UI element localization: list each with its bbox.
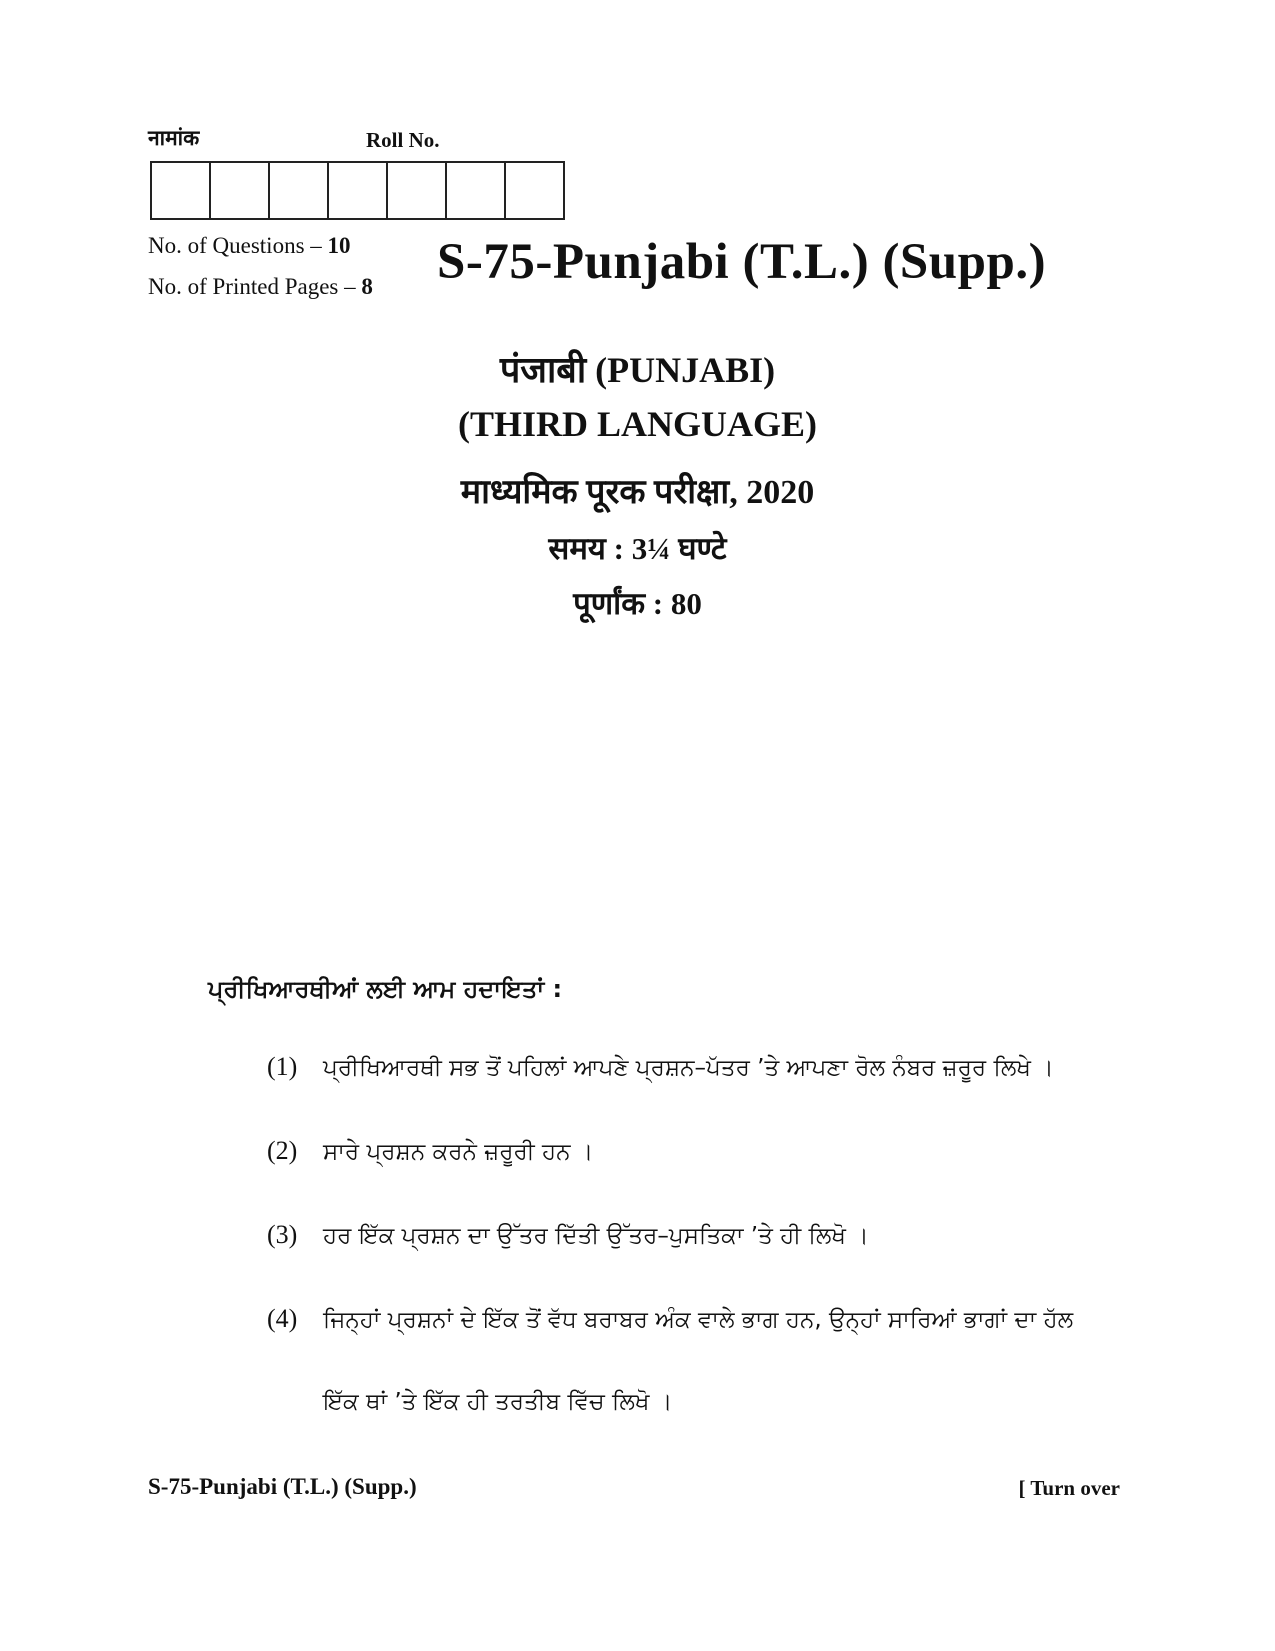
roll-number-box[interactable] (447, 161, 506, 220)
instruction-text-continued: ਇੱਕ ਥਾਂ ’ਤੇ ਇੱਕ ਹੀ ਤਰਤੀਬ ਵਿੱਚ ਲਿਖੋ । (323, 1389, 673, 1415)
instruction-text: ਹਰ ਇੱਕ ਪ੍ਰਸ਼ਨ ਦਾ ਉੱਤਰ ਦਿੱਤੀ ਉੱਤਰ–ਪੁਸਤਿਕਾ ’ਤੇ ਹੀ ਲਿਖੋ । (323, 1223, 869, 1249)
footer-paper-code: S-75-Punjabi (T.L.) (Supp.) (148, 1474, 417, 1499)
questions-count-value: 10 (327, 233, 351, 258)
roll-number-box[interactable] (388, 161, 447, 220)
roll-number-label: Roll No. (366, 128, 440, 152)
printed-pages-value: 8 (361, 274, 373, 299)
instruction-item (267, 1220, 869, 1250)
subject-title: पंजाबी (PUNJABI) (499, 350, 776, 390)
instruction-text: ਸਾਰੇ ਪ੍ਰਸ਼ਨ ਕਰਨੇ ਜ਼ਰੂਰੀ ਹਨ । (323, 1139, 594, 1165)
paper-code-title: S-75-Punjabi (T.L.) (Supp.) (437, 234, 1047, 290)
instruction-number: (3) (267, 1220, 298, 1249)
roll-number-box[interactable] (152, 161, 211, 220)
instruction-item (267, 1136, 593, 1166)
language-title: (THIRD LANGUAGE) (457, 404, 817, 444)
instruction-item (267, 1304, 1073, 1334)
instruction-item (267, 1052, 1054, 1082)
roll-number-box[interactable] (506, 161, 565, 220)
instruction-text: ਪ੍ਰੀਖਿਆਰਥੀ ਸਭ ਤੋਂ ਪਹਿਲਾਂ ਆਪਣੇ ਪ੍ਰਸ਼ਨ–ਪੱਤਰ ’ਤੇ ਆਪਣਾ ਰੋਲ ਨੰਬਰ ਜ਼ਰੂਰ ਲਿਖੇ । (323, 1055, 1054, 1081)
maximum-marks: पूर्णांक : 80 (573, 586, 702, 621)
instruction-number: (4) (267, 1304, 298, 1333)
exam-title: माध्यमिक पूरक परीक्षा, 2020 (460, 474, 815, 511)
printed-pages-label: No. of Printed Pages – (148, 274, 356, 299)
instruction-number: (1) (267, 1052, 298, 1081)
roll-number-box[interactable] (270, 161, 329, 220)
instructions-heading: ਪ੍ਰੀਖਿਆਰਥੀਆਂ ਲਈ ਆਮ ਹਦਾਇਤਾਂ : (208, 975, 563, 1003)
instruction-number: (2) (267, 1136, 298, 1165)
printed-pages-count (148, 274, 373, 300)
roll-number-boxes (150, 161, 565, 220)
questions-count-label: No. of Questions – (148, 233, 322, 258)
turn-over-note: [ Turn over (1018, 1476, 1120, 1500)
roll-number-label-hindi: नामांक (148, 126, 200, 150)
roll-number-box[interactable] (211, 161, 270, 220)
questions-count (148, 233, 351, 259)
instruction-text: ਜਿਨ੍ਹਾਂ ਪ੍ਰਸ਼ਨਾਂ ਦੇ ਇੱਕ ਤੋਂ ਵੱਧ ਬਰਾਬਰ ਅੰਕ ਵਾਲੇ ਭਾਗ ਹਨ, ਉਨ੍ਹਾਂ ਸਾਰਿਆਂ ਭਾਗਾਂ ਦਾ ਹੱਲ (323, 1307, 1074, 1333)
roll-number-box[interactable] (329, 161, 388, 220)
time-allowed: समय : 3¼ घण्टे (548, 531, 727, 566)
